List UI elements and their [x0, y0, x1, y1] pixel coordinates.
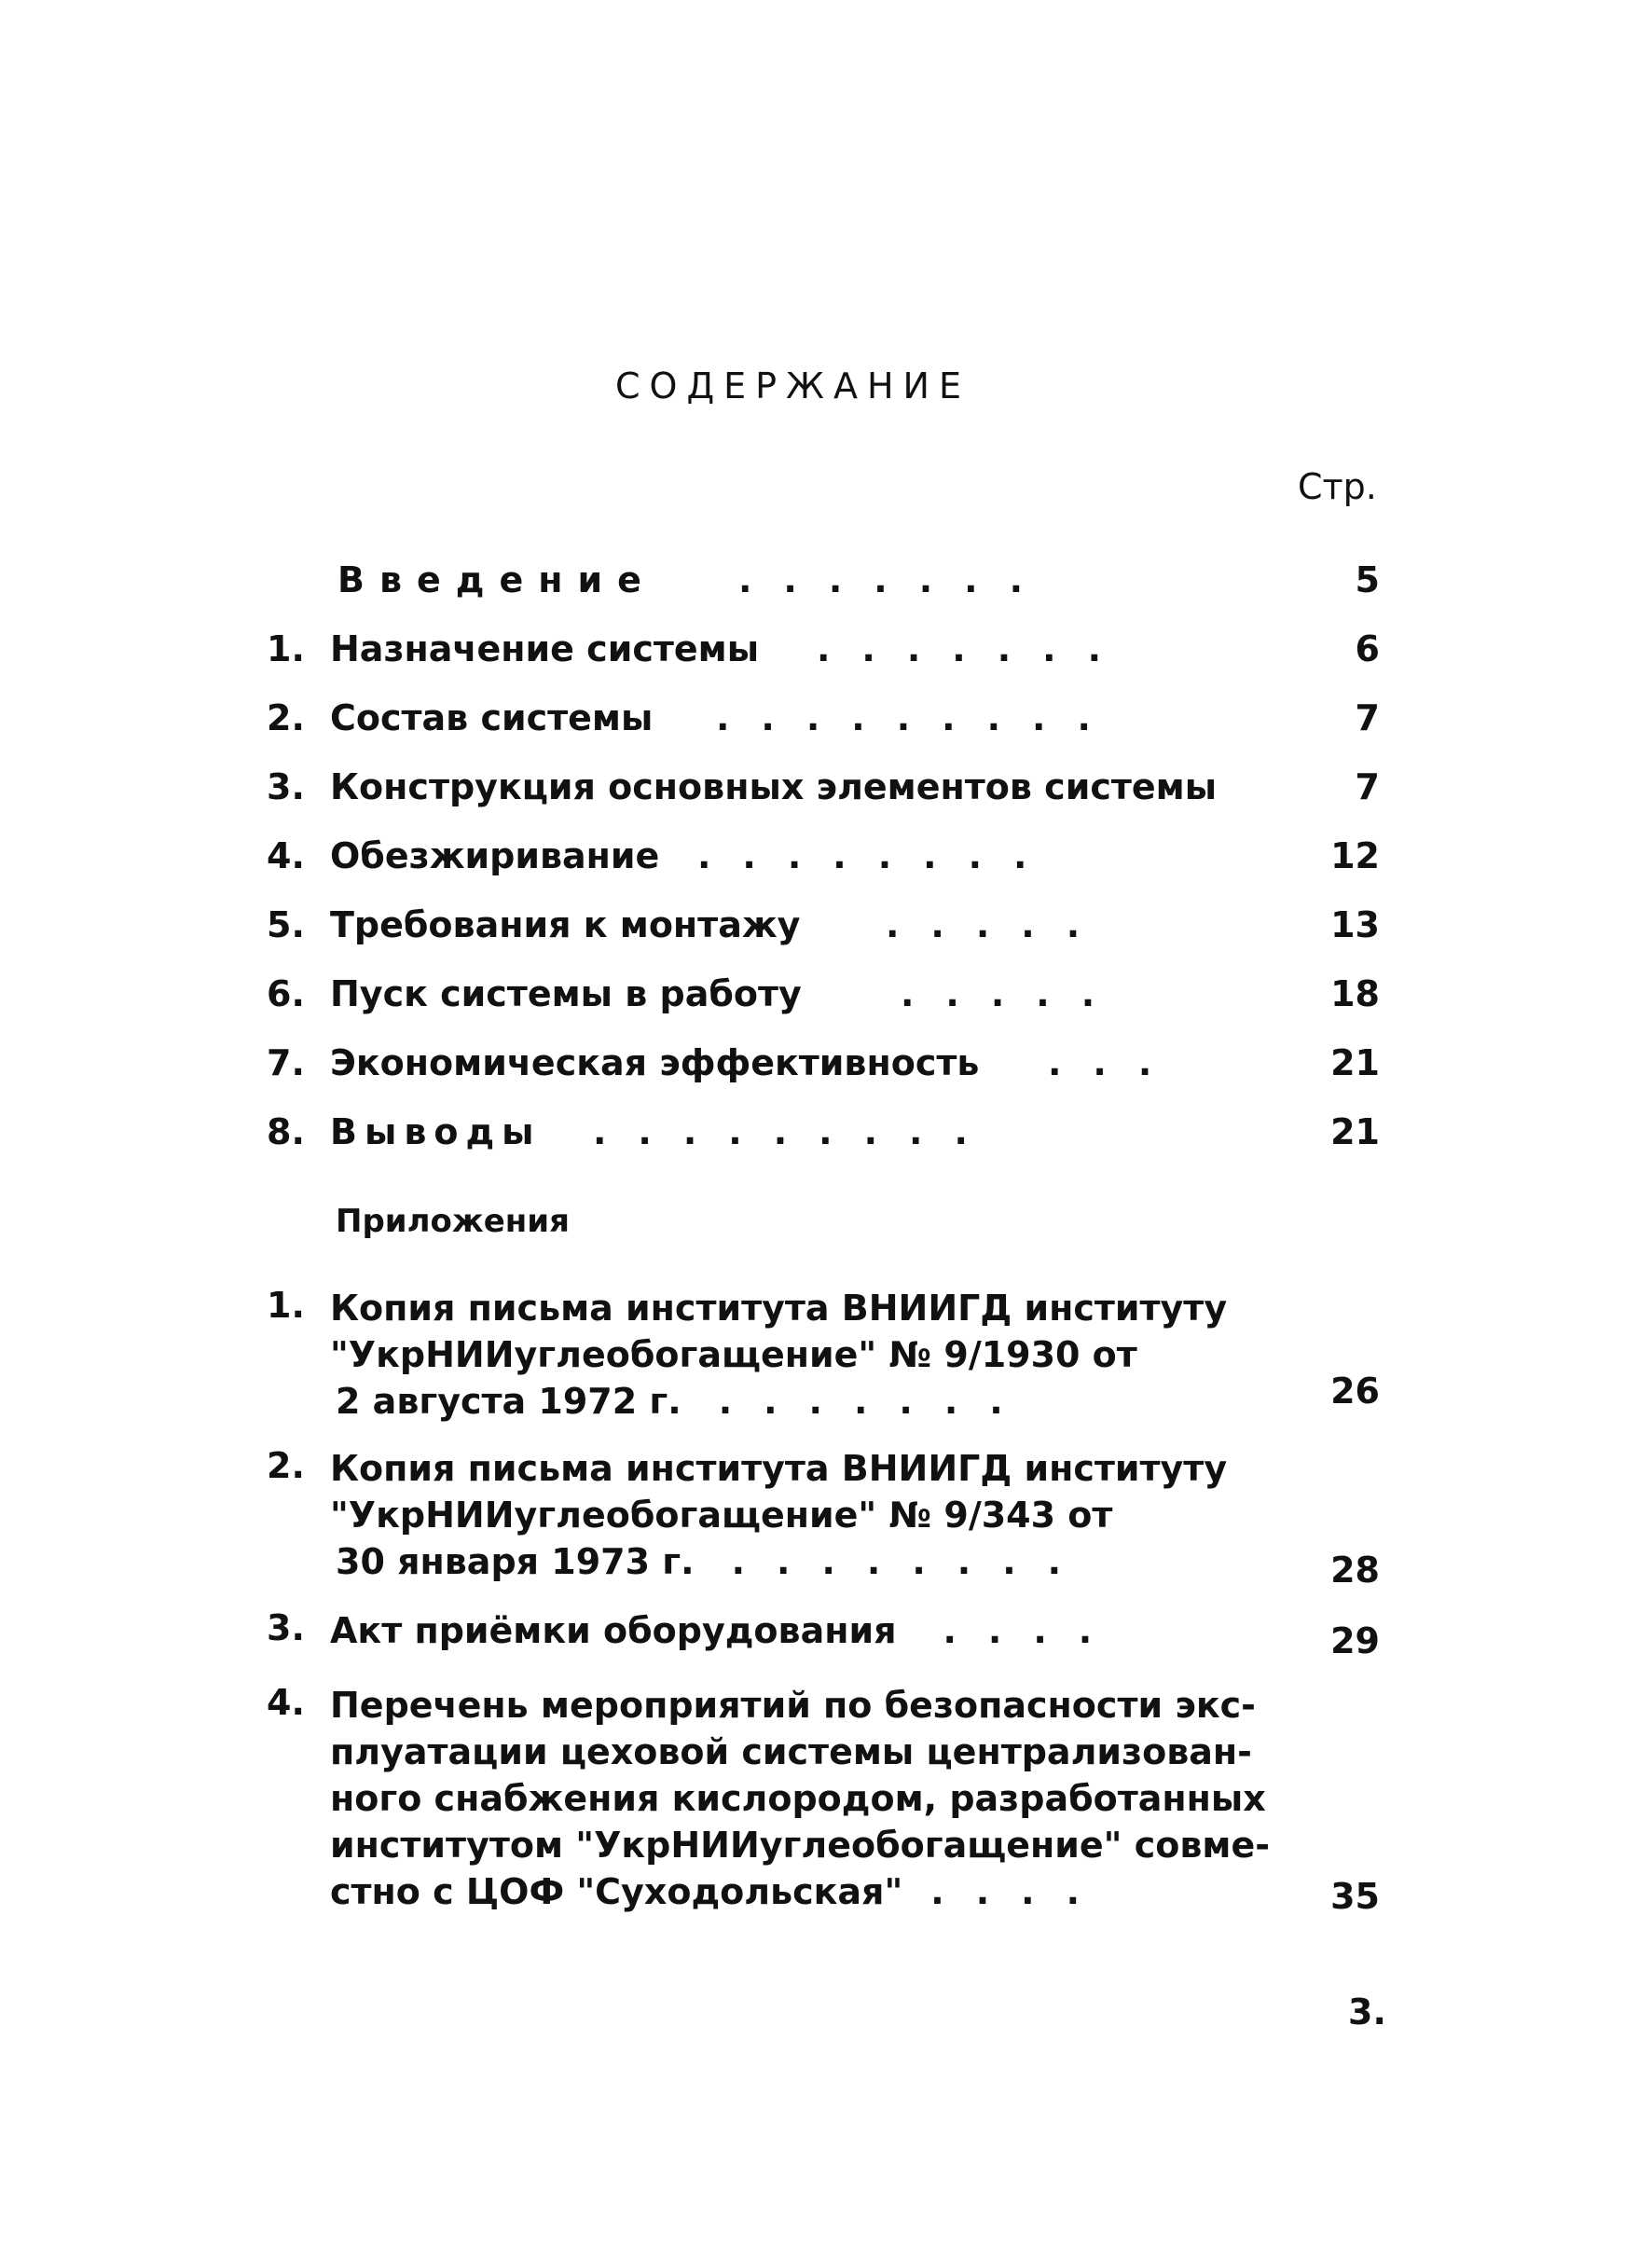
toc-entry-number: 7. — [267, 1042, 305, 1083]
appendix-item-text — [330, 1445, 1281, 1585]
appendix-item-page: 35 — [1330, 1876, 1380, 1917]
appendix-item-line: Перечень мероприятий по безопасности экс- — [330, 1685, 1256, 1726]
appendix-item-number: 4. — [267, 1682, 305, 1723]
toc-entry-label: Введение — [337, 559, 656, 600]
toc-entry-number: 4. — [267, 835, 305, 876]
toc-entry-page: 7 — [1355, 766, 1380, 807]
toc-leader-dots: ....... — [817, 628, 1134, 669]
toc-entry — [0, 973, 1652, 1029]
toc-leader-dots: ..... — [901, 973, 1127, 1014]
appendix-item-line: "УкрНИИуглеобогащение" № 9/343 от — [330, 1495, 1113, 1536]
toc-entry-page: 12 — [1330, 835, 1380, 876]
toc-entry-label: Состав системы — [330, 697, 654, 738]
page-number: 3. — [1348, 1991, 1386, 2032]
toc-entry-number: 1. — [267, 628, 305, 669]
toc-entry — [0, 1042, 1652, 1098]
appendix-item-line: Копия письма института ВНИИГД институту — [330, 1448, 1228, 1489]
toc-entry — [0, 766, 1652, 822]
page-title: СОДЕРЖАНИЕ — [615, 365, 971, 406]
toc-entry-page: 13 — [1330, 904, 1380, 945]
toc-entry-label: Конструкция основных элементов системы — [330, 766, 1218, 807]
appendix-item-page: 28 — [1330, 1550, 1380, 1591]
toc-entry — [0, 697, 1652, 753]
toc-entry-label: Пуск системы в работу — [330, 973, 802, 1014]
appendix-item-text — [330, 1682, 1281, 1915]
appendix-item-line: ного снабжения кислородом, разработанных — [330, 1778, 1266, 1819]
toc-entry — [0, 628, 1652, 684]
toc-entry — [0, 904, 1652, 960]
toc-entry-number: 6. — [267, 973, 305, 1014]
appendix-heading: Приложения — [336, 1203, 570, 1240]
toc-leader-dots: ... — [1048, 1042, 1184, 1083]
page-column-label: Стр. — [1298, 466, 1377, 507]
toc-entry — [0, 559, 1652, 615]
appendix-item-page: 26 — [1330, 1371, 1380, 1412]
toc-entry-page: 7 — [1355, 697, 1380, 738]
toc-entry-page: 18 — [1330, 973, 1380, 1014]
toc-entry-number: 2. — [267, 697, 305, 738]
toc-leader-dots: ......... — [593, 1111, 999, 1152]
toc-entry-number: 3. — [267, 766, 305, 807]
toc-entry-label: Выводы — [330, 1111, 542, 1152]
toc-entry — [0, 1111, 1652, 1167]
toc-entry-number: 8. — [267, 1111, 305, 1152]
appendix-item-text — [330, 1607, 1281, 1654]
toc-entry-label: Обезжиривание — [330, 835, 660, 876]
appendix-item-line: Акт приёмки оборудования .... — [330, 1610, 1124, 1651]
toc-entry-label: Требования к монтажу — [330, 904, 801, 945]
toc-entry-number: 5. — [267, 904, 305, 945]
appendix-item-line: Копия письма института ВНИИГД институту — [330, 1288, 1228, 1329]
toc-entry-label: Назначение системы — [330, 628, 760, 669]
toc-leader-dots: ........ — [697, 835, 1059, 876]
toc-leader-dots: ......... — [716, 697, 1122, 738]
appendix-item-line: 2 августа 1972 г. ....... — [336, 1381, 1035, 1422]
appendix-item-line: 30 января 1973 г. ........ — [336, 1541, 1094, 1582]
appendix-item-number: 1. — [267, 1285, 305, 1326]
toc-leader-dots: ....... — [738, 559, 1055, 600]
appendix-item-page: 29 — [1330, 1620, 1380, 1661]
appendix-item-number: 3. — [267, 1607, 305, 1648]
toc-entry-page: 21 — [1330, 1111, 1380, 1152]
appendix-item-number: 2. — [267, 1445, 305, 1486]
toc-entry-page: 6 — [1355, 628, 1380, 669]
toc-leader-dots: ..... — [886, 904, 1112, 945]
appendix-item-line: институтом "УкрНИИуглеобогащение" совме- — [330, 1825, 1270, 1866]
toc-entry-page: 21 — [1330, 1042, 1380, 1083]
toc-entry-page: 5 — [1355, 559, 1380, 600]
appendix-item-line: "УкрНИИуглеобогащение" № 9/1930 от — [330, 1334, 1137, 1375]
appendix-item-line: плуатации цеховой системы централизован- — [330, 1731, 1252, 1772]
toc-entry — [0, 835, 1652, 891]
appendix-item-line: стно с ЦОФ "Суходольская" .... — [330, 1871, 1112, 1912]
toc-entry-label: Экономическая эффективность — [330, 1042, 980, 1083]
appendix-item-text — [330, 1285, 1281, 1425]
